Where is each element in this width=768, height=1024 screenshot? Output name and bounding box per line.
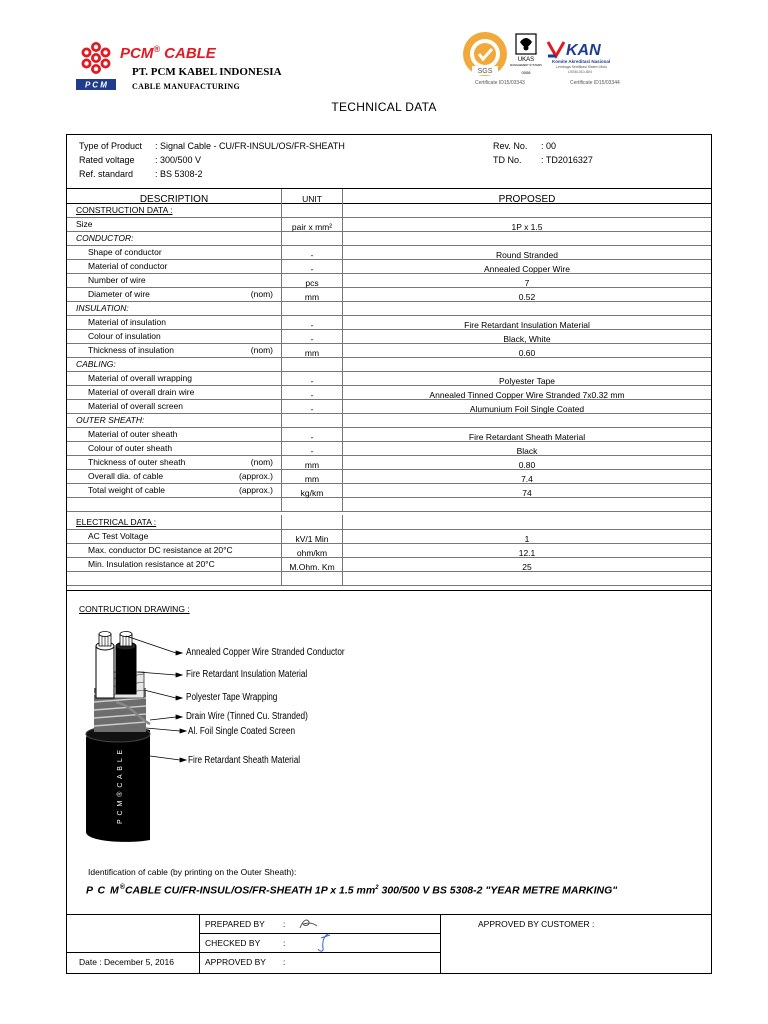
row-unit: - [310,446,314,456]
row-unit: - [310,334,314,344]
signoff-mid-col [440,914,441,973]
prepared-by-label: PREPARED BY [205,919,265,929]
row-label: Colour of insulation [88,331,161,341]
row-label: Material of insulation [88,317,166,327]
row-value: Black, White [503,334,551,344]
row-value: 0.60 [518,348,536,358]
svg-text:0008: 0008 [521,70,531,75]
row-label: Size [76,219,93,229]
callout-conductor: Annealed Copper Wire Stranded Conductor [186,647,345,658]
identification-label: Identification of cable (by printing on the Outer Sheath): [88,867,297,877]
section-heading: CABLING: [76,359,116,369]
cert3-number: Certificate ID15/03344 [570,80,620,86]
rated-voltage-value: : 300/500 V [155,155,202,165]
row-label: Material of overall wrapping [88,373,192,383]
signoff-divider [67,914,711,915]
table-row [67,385,711,400]
td-no-value: : TD2016327 [541,155,593,165]
row-value: Polyester Tape [498,376,556,386]
table-row [67,483,711,498]
table-row [67,315,711,330]
svg-text:Komite Akreditasi Nasional: Komite Akreditasi Nasional [552,59,611,64]
row-unit: pair x mm² [291,222,333,232]
rev-no-value: : 00 [541,141,557,151]
callout-foil-screen: Al. Foil Single Coated Screen [188,726,296,737]
company-name: PT. PCM KABEL INDONESIA [132,66,282,78]
row-value: Annealed Tinned Copper Wire Stranded 7x0.32 mm [429,390,625,400]
company-logo [76,40,116,92]
row-unit: mm [304,292,320,302]
brand-name: PCM® CABLE [120,44,216,62]
ukas-cert-logo [512,32,540,82]
row-qualifier: (nom) [250,345,273,355]
approved-by-label: APPROVED BY [205,957,266,967]
checked-by-label: CHECKED BY [205,938,261,948]
approved-by-customer-label: APPROVED BY CUSTOMER : [478,919,595,929]
rev-no-label: Rev. No. [493,141,528,151]
table-row [67,287,711,302]
checked-by-signature [312,930,336,954]
row-label: Thickness of insulation [88,345,174,355]
row-unit: - [310,250,314,260]
row-value: 7.4 [521,474,533,484]
svg-text:MANAGEMENT SYSTEMS: MANAGEMENT SYSTEMS [510,64,542,67]
svg-text:Lembaga Sertifikasi Sistem Mut: Lembaga Sertifikasi Sistem Mutu [556,65,608,69]
product-type-label: Type of Product [79,141,143,151]
section-row [67,231,711,246]
product-type-value: : Signal Cable - CU/FR-INSUL/OS/FR-SHEATH [155,141,345,151]
sgs-cert-logo [460,30,510,80]
row-unit: ohm/km [296,548,328,558]
callout-drain-wire: Drain Wire (Tinned Cu. Stranded) [186,711,308,722]
table-row [67,441,711,456]
row-value: 74 [522,488,532,498]
row-label: Material of conductor [88,261,168,271]
row-label: Material of overall screen [88,401,183,411]
row-unit: kg/km [300,488,324,498]
callout-insulation: Fire Retardant Insulation Material [186,669,308,680]
row-value: 0.80 [518,460,536,470]
td-no-label: TD No. [493,155,522,165]
callout-tape-wrapping: Polyester Tape Wrapping [186,692,278,703]
section-row [67,301,711,316]
callout-outer-sheath: Fire Retardant Sheath Material [188,755,301,766]
table-row [67,399,711,414]
row-unit: - [310,376,314,386]
section-row [67,357,711,372]
spacer-row [67,571,711,586]
section-row [67,413,711,428]
row-value: 0.52 [518,292,536,302]
table-row [67,469,711,484]
row-value: 1P x 1.5 [511,222,543,232]
row-value: 1 [524,534,530,544]
cable-marking-text: P C M®CABLE CU/FR-INSUL/OS/FR-SHEATH 1P x 1.5 $mm^2$ 300/500 V BS 5308-2 "YEAR METRE MARKING" [86,884,618,897]
cable-drawing [80,628,400,848]
table-row [67,557,711,572]
svg-text:SGS: SGS [477,68,493,75]
ref-standard-value: : BS 5308-2 [155,169,203,179]
row-value: Fire Retardant Sheath Material [468,432,586,442]
row-unit: mm [304,348,320,358]
col-unit: UNIT [302,194,322,204]
cert1-number: Certificate ID15/03343 [475,80,525,86]
electrical-heading: ELECTRICAL DATA : [76,517,157,527]
row-value: 7 [524,278,530,288]
checked-by-colon: : [283,938,286,948]
row-qualifier: (approx.) [238,471,273,481]
signoff-left-col [199,914,200,973]
cable-print-text: P C M ® C A B L E [117,748,124,824]
section-heading: INSULATION: [76,303,129,313]
ref-standard-label: Ref. standard [79,169,134,179]
table-row [67,529,711,544]
row-value: Round Stranded [496,250,558,260]
table-row [67,427,711,442]
row-value: Black [516,446,538,456]
row-label: Min. Insulation resistance at 20°C [88,559,215,569]
row-unit: pcs [305,278,319,288]
col-proposed: PROPOSED [498,194,556,205]
row-unit: - [310,404,314,414]
row-qualifier: (approx.) [238,485,273,495]
svg-text:KAN: KAN [566,42,601,59]
table-row [67,543,711,558]
table-row [67,371,711,386]
table-row [67,455,711,470]
construction-heading-row [67,203,711,218]
row-unit: - [310,320,314,330]
row-label: Material of overall drain wire [88,387,195,397]
row-unit: kV/1 Min [295,534,329,544]
row-value: Annealed Copper Wire [484,264,570,274]
row-label: Number of wire [88,275,146,285]
rated-voltage-label: Rated voltage [79,155,135,165]
table-row [67,343,711,358]
row-label: Total weight of cable [88,485,166,495]
row-qualifier: (nom) [250,289,273,299]
row-label: AC Test Voltage [88,531,149,541]
row-qualifier: (nom) [250,457,273,467]
row-label: Colour of outer sheath [88,443,173,453]
col-description: DESCRIPTION [139,194,209,205]
construction-heading: CONSTRUCTION DATA : [76,205,173,215]
row-value: Alumunium Foil Single Coated [469,404,585,414]
table-row [67,259,711,274]
row-value: 25 [522,562,532,572]
drawing-divider [67,590,711,591]
row-value: Fire Retardant Insulation Material [464,320,590,330]
table-row [67,217,711,232]
row-value: 12.1 [518,548,536,558]
svg-text:LSSM-010-IDN: LSSM-010-IDN [568,70,592,74]
table-header-row [67,188,711,204]
table-row [67,245,711,260]
page-title: TECHNICAL DATA [331,100,437,114]
spacer-row [67,497,711,512]
svg-text:UKAS: UKAS [517,57,535,63]
date-label: Date : December 5, 2016 [79,957,174,967]
section-heading: OUTER SHEATH: [76,415,145,425]
row-unit: - [310,432,314,442]
section-heading: CONDUCTOR: [76,233,134,243]
drawing-heading: CONTRUCTION DRAWING : [79,604,190,614]
row-unit: M.Ohm. Km [289,562,335,572]
company-division: CABLE MANUFACTURING [132,82,240,91]
row-unit: - [310,264,314,274]
prepared-by-colon: : [283,919,286,929]
row-label: Thickness of outer sheath [88,457,186,467]
table-row [67,329,711,344]
row-label: Overall dia. of cable [88,471,164,481]
row-label: Max. conductor DC resistance at 20°C [88,545,233,555]
row-label: Shape of conductor [88,247,162,257]
row-unit: - [310,390,314,400]
row-unit: mm [304,460,320,470]
logo-text: P C M [85,80,107,90]
row-label: Diameter of wire [88,289,150,299]
approved-by-colon: : [283,957,286,967]
signoff-date-line [67,952,199,953]
kan-cert-logo [546,38,628,78]
electrical-heading-row [67,515,711,530]
row-label: Material of outer sheath [88,429,178,439]
table-row [67,273,711,288]
row-unit: mm [304,474,320,484]
